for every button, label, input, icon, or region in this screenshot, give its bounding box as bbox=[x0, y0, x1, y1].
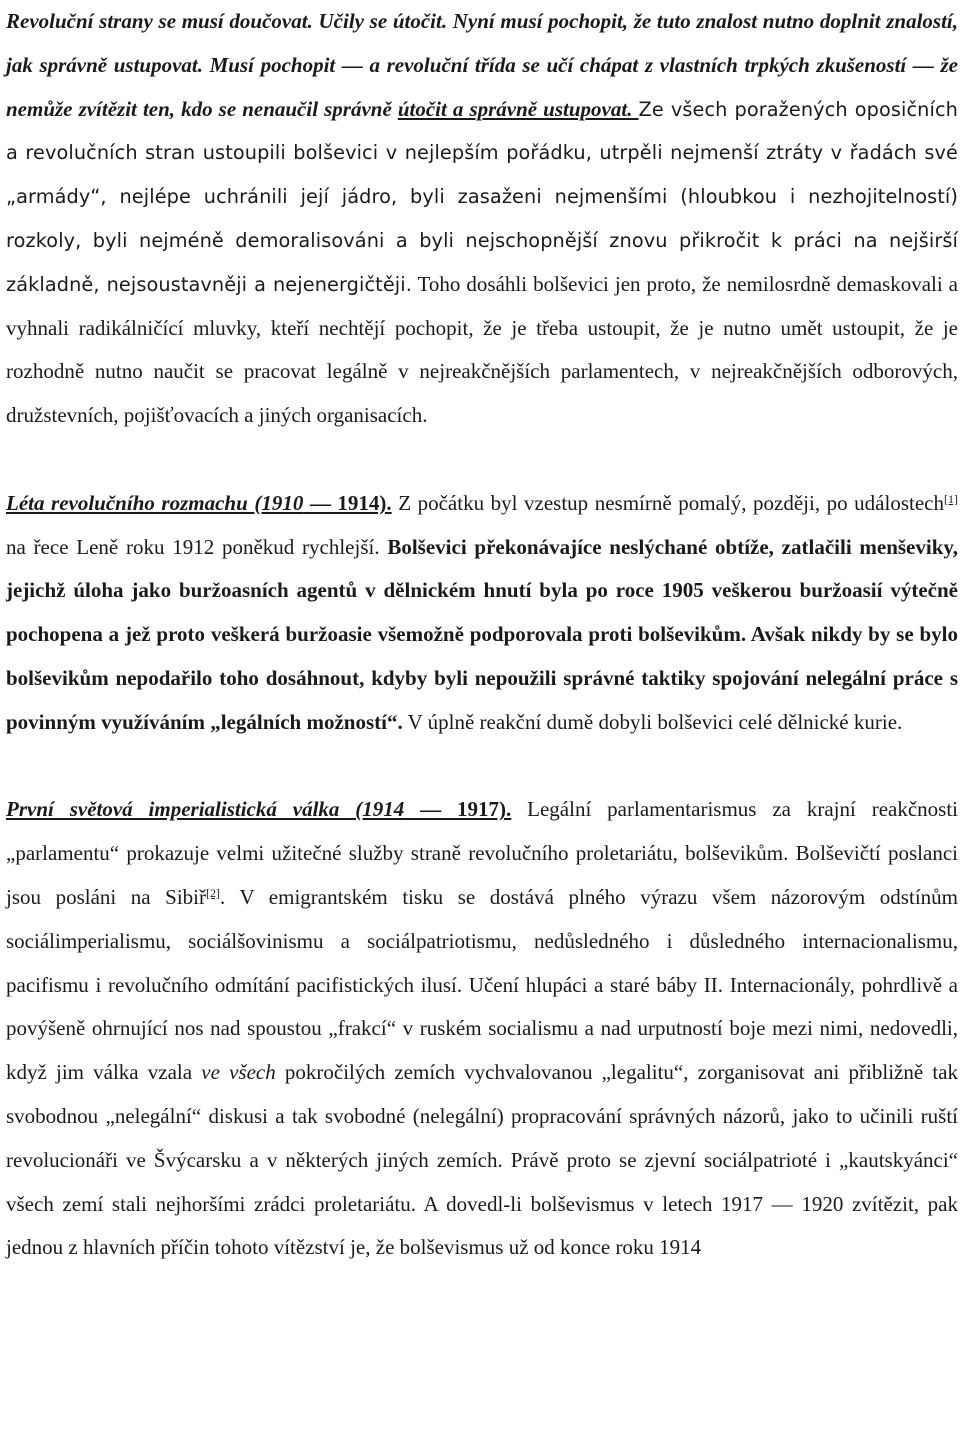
text-a: Z počátku byl vzestup nesmírně pomalý, později, po událostech bbox=[391, 490, 944, 515]
italic-text: ve všech bbox=[201, 1060, 276, 1085]
heading-italic-part: První světová imperialistická válka (1914 bbox=[6, 797, 405, 822]
text-b: na řece Leně roku 1912 poněkud rychlejší. bbox=[6, 534, 388, 559]
sans-text: Ze všech poražených oposičních a revolučních stran ustoupili bolševici v nejlepším pořádku, utrpěli nejmenší ztráty v řadách své „armády“, nejlépe uchránili její jádro, byli zasaženi nejmenšími (hloubkou i nezhojitelností) rozkoly, byli nejméně demoralisováni a byli nejschopnější znovu přikročit k práci na nejširší základně, nejsoustavněji a nejenergičtěji. bbox=[6, 97, 958, 296]
footnote-link-2[interactable]: [2] bbox=[206, 885, 221, 900]
serif-text: Toho dosáhli bolševici jen proto, že nemilosrdně demaskovali a vyhnali radikálničící mluvky, kteří nechtějí pochopit, že je třeba ustoupit, že je nutno umět ustoupit, že je rozhodně nutno naučit se pracovat legálně v nejreakčnějších parlamentech, v nejreakčnějších odborových, družstevních, pojišťovacích a jiných organisacích. bbox=[6, 271, 958, 428]
heading-rest-part: — 1914). bbox=[303, 490, 392, 515]
heading-rest-part: — 1917). bbox=[404, 797, 512, 822]
paragraph-world-war bbox=[6, 788, 958, 1270]
intro-bold-italic: Revoluční strany se musí doučovat. Učily se útočit. Nyní musí pochopit, že tuto znalost nutno doplnit znalostí, jak správně ustupovat. Musí pochopit — a revoluční třída se učí chápat z vlastních trpkých zkušeností — že nemůže zvítězit ten, kdo se nenaučil správně bbox=[6, 9, 958, 121]
paragraph-revolutionary-rise bbox=[6, 482, 958, 745]
paragraph-gap bbox=[6, 438, 958, 482]
paragraph-retreat bbox=[6, 0, 958, 438]
footnote-link-1[interactable]: [1] bbox=[943, 491, 958, 506]
text-a: Legální parlamentarismus za krajní reakčnosti „parlamentu“ prokazuje velmi užitečné služby straně revolučního proletariátu, bolševikům. Bolševičtí poslanci jsou posláni na Sibiř bbox=[6, 797, 958, 909]
bold-text: Bolševici překonávajíce neslýchané obtíže, zatlačili menševiky, jejichž úloha jako buržoasních agentů v dělnickém hnutí byla po roce 1905 veškerou buržoasií výtečně pochopena a jež proto veškerá buržoasie všemožně podporovala proti bolševikům. Avšak nikdy by se bylo bolševikům nepodařilo toho dosáhnout, kdyby byli nepoužili správné taktiky spojování nelegální práce s povinným využíváním „legálních možností“. bbox=[6, 534, 958, 734]
text-c: pokročilých zemích vychvalovanou „legalitu“, zorganisovat ani přibližně tak svobodnou „nelegální“ diskusi a tak svobodné (nelegální) propracování správných názorů, jako to učinili ruští revolucionáři ve Švýcarsku a v některých jiných zemích. Právě proto se zjevní sociálpatrioté i „kautskyánci“ všech zemí stali nejhoršími zrádci proletariátu. A dovedl-li bolševismus v letech 1917 — 1920 zvítězit, pak jednou z hlavních příčin tohoto vítězství je, že bolševismus už od konce roku 1914 bbox=[6, 1060, 958, 1260]
section-heading-1914-1917 bbox=[6, 797, 511, 821]
text-b: . V emigrantském tisku se dostává plného výrazu všem názorovým odstínům sociálimperialismu, sociálšovinismu a sociálpatriotismu, nedůsledného i důsledného internacionalismu, pacifismu i revolučního odmítání pacifistických ilusí. Učení hlupáci a staré báby II. Internacionály, pohrdlivě a povýšeně ohrnující nos nad spoustou „frakcí“ v ruském socialismu a nad urputností boje mezi nimi, nedovedli, když jim válka vzala bbox=[6, 884, 958, 1085]
intro-underlined: útočit a správně ustupovat. bbox=[397, 96, 639, 121]
heading-italic-part: Léta revolučního rozmachu (1910 bbox=[6, 490, 304, 515]
section-heading-1910-1914 bbox=[6, 491, 392, 515]
paragraph-gap bbox=[6, 745, 958, 789]
text-c: V úplně reakční dumě dobyli bolševici celé dělnické kurie. bbox=[402, 709, 903, 734]
